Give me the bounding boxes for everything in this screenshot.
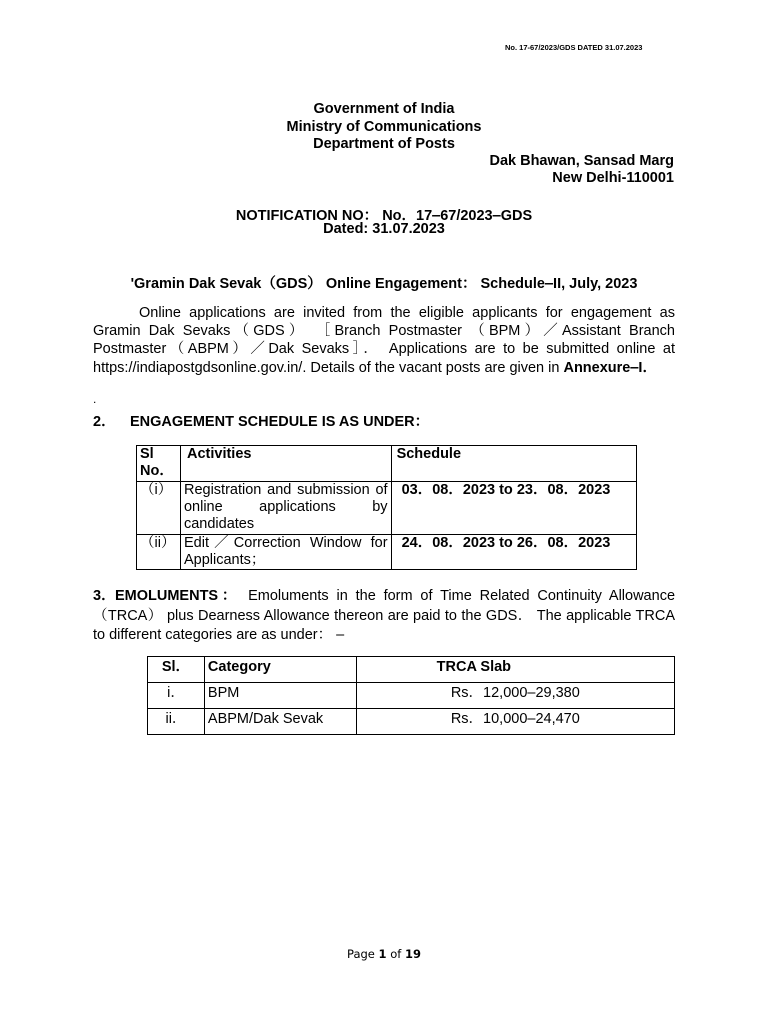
header-activities: Activities — [180, 446, 391, 482]
trca-header-slab: TRCA Slab — [356, 657, 674, 683]
address-line-1: Dak Bhawan, Sansad Marg — [489, 153, 674, 169]
trca-table — [147, 656, 675, 735]
footer-of-word: of — [390, 947, 402, 961]
section-2-number: 2． — [93, 414, 116, 430]
header-schedule: Schedule — [391, 446, 636, 482]
table-row — [148, 683, 675, 709]
trca-row-1-category: BPM — [204, 683, 356, 709]
section-3-title: EMOLUMENTS： — [115, 588, 241, 604]
annexure-reference: Annexure‒I． — [563, 359, 657, 376]
trca-row-2-sl: ii． — [148, 709, 205, 735]
header-department: Department of Posts — [313, 136, 455, 152]
intro-text: Online applications are invited from the eligible applicants for engagement as Gramin Dak Sevaks（GDS） ［Branch Postmaster （BPM）／Assistant Branch Postmaster（ABPM）／Dak Sevaks］． Applications are to be submitted online at https://indiapostgdsonline.gov.in/. Details of the vacant posts are given in — [93, 305, 675, 376]
section-2-heading — [93, 410, 429, 431]
row-1-schedule: 03．08．2023 to 23．08．2023 — [391, 482, 636, 535]
subject-line: 'Gramin Dak Sevak（GDS） Online Engagement： Schedule‒II, July, 2023 — [130, 276, 638, 292]
trca-row-1-sl: i． — [148, 683, 205, 709]
stray-period: . — [93, 392, 97, 406]
reference-number: No. 17-67/2023/GDS DATED 31.07.2023 — [505, 43, 643, 52]
row-1-activity: Registration and submission of online applications by candidates — [180, 482, 391, 535]
table-row — [137, 535, 637, 570]
trca-header-sl: Sl． — [148, 657, 205, 683]
section-3-number: 3． — [93, 588, 116, 604]
notification-number: NOTIFICATION NO： No．17‒67/2023‒GDS — [235, 208, 533, 224]
table-row — [148, 709, 675, 735]
section-3-text: Emoluments in the form of Time Related Continuity Allowance （TRCA） plus Dearness Allowance thereon are paid to the GDS． The applicable TRCA to different categories are as under： ‒ — [93, 588, 676, 643]
section-3-paragraph — [93, 587, 675, 646]
table-row — [137, 482, 637, 535]
page-footer — [0, 947, 768, 961]
trca-header-category: Category — [204, 657, 356, 683]
trca-row-2-slab: Rs．10,000‒24,470 — [356, 709, 674, 735]
schedule-header-row — [137, 446, 637, 482]
row-2-sl: （ii） — [137, 535, 181, 570]
row-1-sl: （i） — [137, 482, 181, 535]
header-ministry: Ministry of Communications — [286, 119, 482, 135]
row-2-schedule: 24．08．2023 to 26．08．2023 — [391, 535, 636, 570]
footer-page-number: 1 — [378, 947, 387, 961]
intro-paragraph — [93, 304, 675, 377]
trca-row-2-category: ABPM/Dak Sevak — [204, 709, 356, 735]
address-line-2: New Delhi-110001 — [552, 170, 674, 186]
footer-page-word: Page — [347, 947, 375, 961]
footer-total-pages: 19 — [404, 947, 421, 961]
header-sl: Sl No． — [137, 446, 181, 482]
section-2-title: ENGAGEMENT SCHEDULE IS AS UNDER： — [130, 414, 430, 430]
trca-header-row — [148, 657, 675, 683]
header-government: Government of India — [313, 101, 455, 117]
trca-row-1-slab: Rs．12,000‒29,380 — [356, 683, 674, 709]
schedule-table — [136, 445, 637, 570]
row-2-activity: Edit／Correction Window for Applicants； — [180, 535, 391, 570]
notification-date: Dated: 31.07.2023 — [323, 221, 445, 237]
